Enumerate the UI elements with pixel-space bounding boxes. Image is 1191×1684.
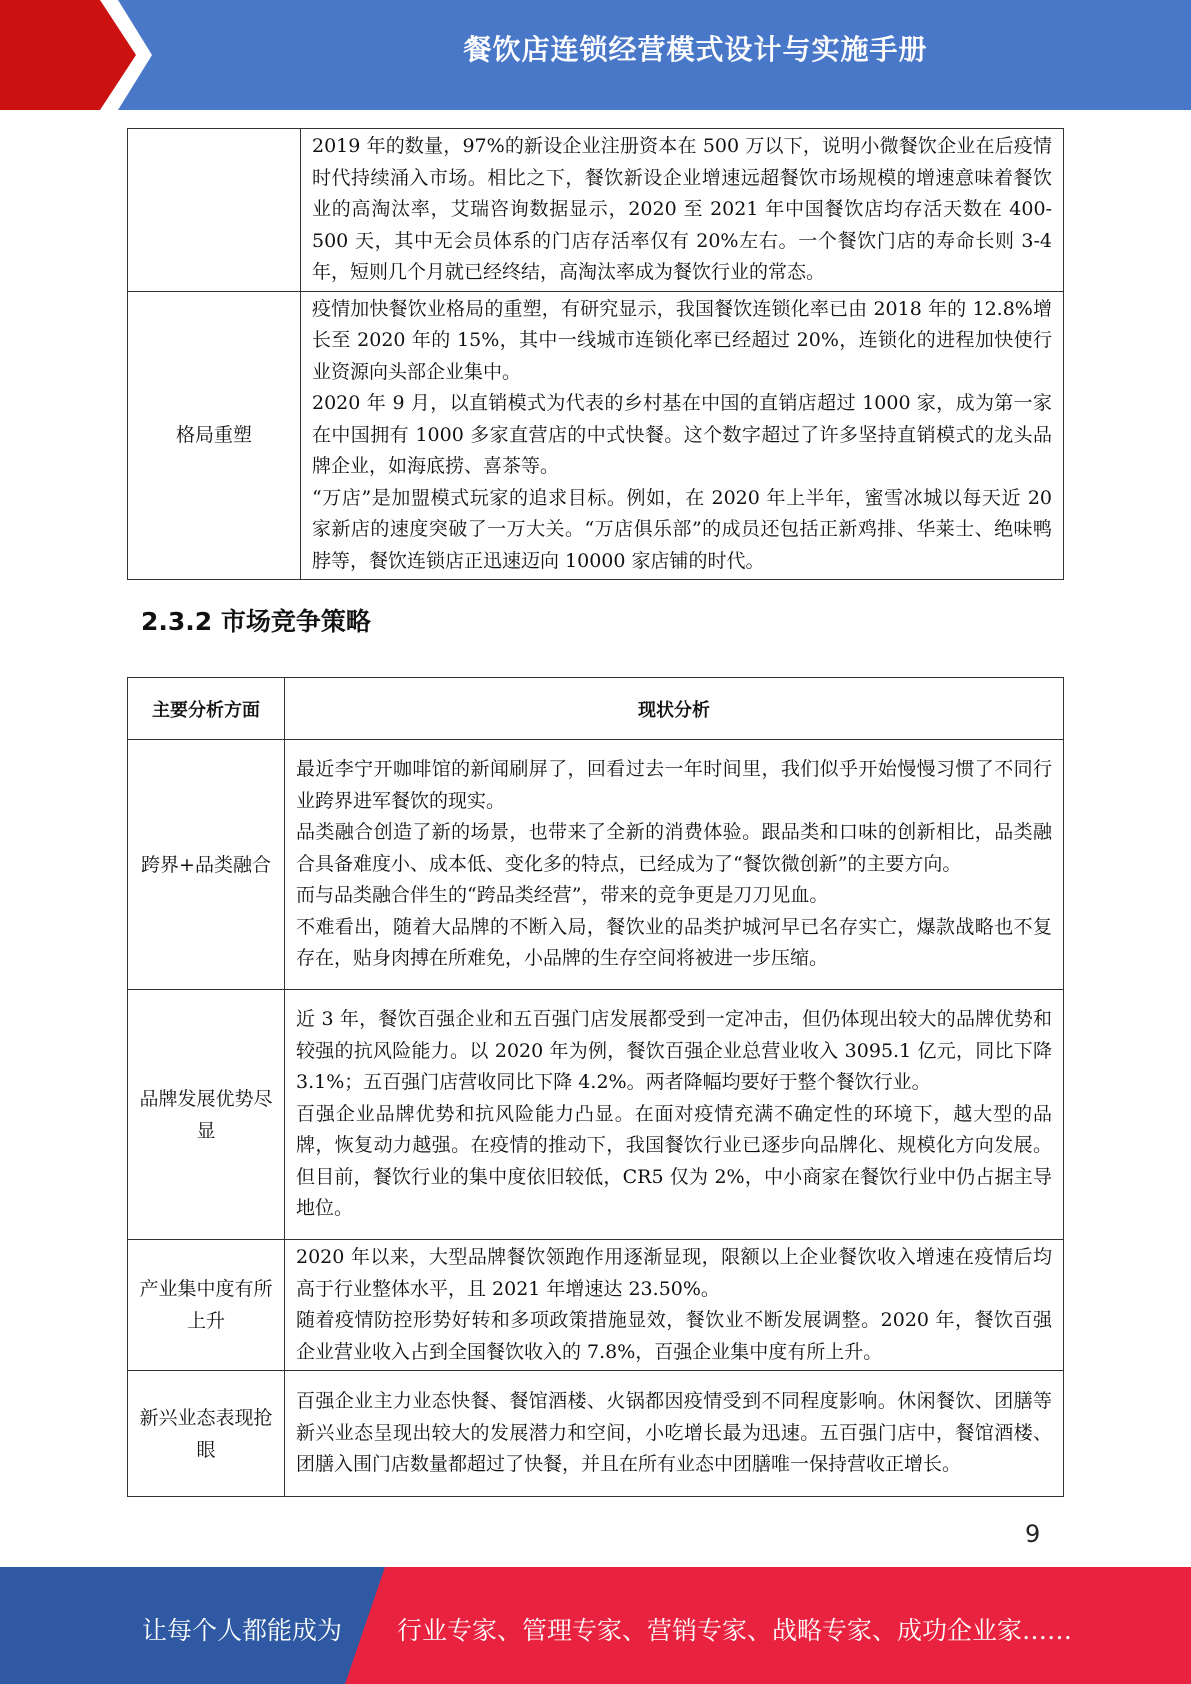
paragraph: 最近李宁开咖啡馆的新闻刷屏了，回看过去一年时间里，我们似乎开始慢慢习惯了不同行业跨界进军餐饮的现实。 — [296, 758, 1052, 812]
paragraph: 2020 年以来，大型品牌餐饮领跑作用逐渐显现，限额以上企业餐饮收入增速在疫情后均高于行业整体水平，且 2021 年增速达 23.50%。 — [296, 1246, 1052, 1300]
table-row — [128, 129, 1064, 292]
paragraph: “万店”是加盟模式玩家的追求目标。例如，在 2020 年上半年，蜜雪冰城以每天近 20 家新店的速度突破了一万大关。“万店俱乐部”的成员还包括正新鸡排、华莱士、绝味鸭脖等，餐饮连锁店正迅速迈向 10000 家店铺的时代。 — [312, 486, 1052, 572]
paragraph: 随着疫情防控形势好转和多项政策措施显效，餐饮业不断发展调整。2020 年，餐饮百强企业营业收入占到全国餐饮收入的 7.8%，百强企业集中度有所上升。 — [296, 1309, 1052, 1363]
row-content — [285, 990, 1064, 1240]
row-content — [285, 1240, 1064, 1371]
page-number: 9 — [1025, 1520, 1041, 1548]
competition-strategy-table — [127, 677, 1064, 1497]
page-footer — [0, 1567, 1191, 1684]
table-row — [128, 291, 1064, 580]
paragraph: 2020 年 9 月，以直销模式为代表的乡村基在中国的直销店超过 1000 家，成为第一家在中国拥有 1000 多家直营店的中式快餐。这个数字超过了许多坚持直销模式的龙头品牌企业，如海底捞、喜茶等。 — [312, 392, 1052, 477]
row-content — [301, 129, 1064, 292]
column-header-analysis: 现状分析 — [285, 678, 1064, 740]
paragraph: 百强企业主力业态快餐、餐馆酒楼、火锅都因疫情受到不同程度影响。休闲餐饮、团膳等新兴业态呈现出较大的发展潜力和空间，小吃增长最为迅速。五百强门店中，餐馆酒楼、团膳入围门店数量都超过了快餐，并且在所有业态中团膳唯一保持营收正增长。 — [296, 1390, 1052, 1476]
page-header — [0, 0, 1191, 110]
row-label: 跨界+品类融合 — [128, 740, 285, 990]
paragraph: 百强企业品牌优势和抗风险能力凸显。在面对疫情充满不确定性的环境下，越大型的品牌，恢复动力越强。在疫情的推动下，我国餐饮行业已逐步向品牌化、规模化方向发展。但目前，餐饮行业的集中度依旧较低，CR5 仅为 2%，中小商家在餐饮行业中仍占据主导地位。 — [296, 1102, 1052, 1220]
column-header-aspect: 主要分析方面 — [128, 678, 285, 740]
table-row — [128, 1371, 1064, 1497]
paragraph: 2019 年的数量，97%的新设企业注册资本在 500 万以下，说明小微餐饮企业在后疫情时代持续涌入市场。相比之下，餐饮新设企业增速远超餐饮市场规模的增速意味着餐饮业的高淘汰率，艾瑞咨询数据显示，2020 至 2021 年中国餐饮店均存活天数在 400-500 天，其中无会员体系的门店存活率仅有 20%左右。一个餐饮门店的寿命长则 3-4 年，短则几个月就已经终结，高淘汰率成为餐饮行业的常态。 — [312, 135, 1052, 283]
row-label: 产业集中度有所上升 — [128, 1240, 285, 1371]
header-title: 餐饮店连锁经营模式设计与实施手册 — [463, 33, 928, 66]
footer-slogan-left: 让每个人都能成为 — [142, 1616, 343, 1645]
row-label: 格局重塑 — [128, 291, 301, 580]
paragraph: 不难看出，随着大品牌的不断入局，餐饮业的品类护城河早已名存实亡，爆款战略也不复存在，贴身肉搏在所难免，小品牌的生存空间将被进一步压缩。 — [296, 915, 1052, 970]
footer-slogan-right: 行业专家、管理专家、营销专家、战略专家、成功企业家…… — [397, 1616, 1073, 1645]
section-title: 2.3.2 市场竞争策略 — [141, 607, 371, 636]
paragraph: 而与品类融合伴生的“跨品类经营”，带来的竞争更是刀刀见血。 — [296, 884, 829, 907]
paragraph: 近 3 年，餐饮百强企业和五百强门店发展都受到一定冲击，但仍体现出较大的品牌优势和较强的抗风险能力。以 2020 年为例，餐饮百强企业总营业收入 3095.1 亿元，同比下降 3.1%；五百强门店营收同比下降 4.2%。两者降幅均要好于整个餐饮行业。 — [296, 1008, 1052, 1094]
row-content — [285, 740, 1064, 990]
paragraph: 品类融合创造了新的场景，也带来了全新的消费体验。跟品类和口味的创新相比，品类融合具备难度小、成本低、变化多的特点，已经成为了“餐饮微创新”的主要方向。 — [296, 821, 1052, 875]
table-row — [128, 1240, 1064, 1371]
paragraph: 疫情加快餐饮业格局的重塑，有研究显示，我国餐饮连锁化率已由 2018 年的 12.8%增长至 2020 年的 15%，其中一线城市连锁化率已经超过 20%，连锁化的进程加快使行业资源向头部企业集中。 — [312, 297, 1052, 383]
table-header-row — [128, 678, 1064, 740]
table-row — [128, 990, 1064, 1240]
continuation-table — [127, 128, 1064, 580]
row-content — [301, 291, 1064, 580]
table-row — [128, 740, 1064, 990]
row-label: 品牌发展优势尽显 — [128, 990, 285, 1240]
row-content — [285, 1371, 1064, 1497]
header-arrow-decoration — [0, 0, 200, 110]
row-label: 新兴业态表现抢眼 — [128, 1371, 285, 1497]
row-label — [128, 129, 301, 292]
